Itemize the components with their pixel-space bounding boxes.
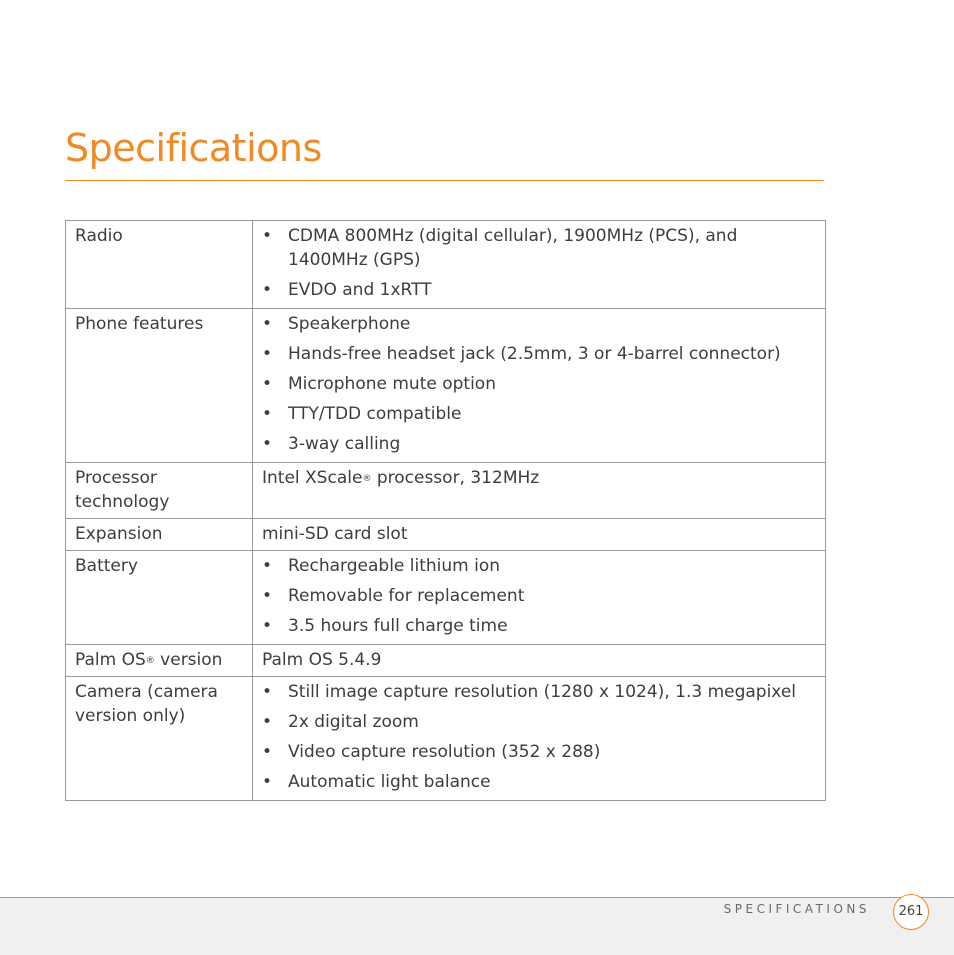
list-item: • CDMA 800MHz (digital cellular), 1900MHz (PCS), and 1400MHz (GPS)	[262, 224, 816, 272]
spec-value	[253, 551, 826, 645]
spec-text: processor, 312MHz	[371, 468, 540, 488]
spec-value: Palm OS 5.4.9	[253, 645, 826, 677]
spec-label: Processor technology	[66, 463, 253, 519]
table-row	[66, 519, 826, 551]
registered-mark: ®	[362, 474, 372, 484]
table-row	[66, 677, 826, 801]
list-item: • 3.5 hours full charge time	[262, 614, 816, 638]
page-footer	[0, 897, 954, 955]
spec-label-text: Palm OS	[75, 650, 146, 670]
spec-text: Intel XScale	[262, 468, 363, 488]
spec-label: Phone features	[66, 309, 253, 463]
list-item: • Automatic light balance	[262, 770, 816, 794]
list-item: • Video capture resolution (352 x 288)	[262, 740, 816, 764]
list-item: • TTY/TDD compatible	[262, 402, 816, 426]
page-title: Specifications	[65, 126, 322, 170]
spec-value	[253, 309, 826, 463]
registered-mark: ®	[145, 656, 155, 666]
spec-value	[253, 463, 826, 519]
table-row	[66, 221, 826, 309]
spec-value	[253, 677, 826, 801]
table-row	[66, 645, 826, 677]
table-row	[66, 463, 826, 519]
bullet-list	[262, 680, 816, 794]
page-number: 261	[893, 894, 929, 930]
title-divider	[65, 180, 824, 181]
specifications-table	[65, 220, 826, 801]
list-item: • Microphone mute option	[262, 372, 816, 396]
table-row	[66, 309, 826, 463]
spec-value: mini-SD card slot	[253, 519, 826, 551]
spec-label: Battery	[66, 551, 253, 645]
list-item: • 3-way calling	[262, 432, 816, 456]
spec-label	[66, 645, 253, 677]
list-item: • Still image capture resolution (1280 x 1024), 1.3 megapixel	[262, 680, 816, 704]
spec-label: Expansion	[66, 519, 253, 551]
bullet-list	[262, 312, 816, 456]
spec-value	[253, 221, 826, 309]
bullet-list	[262, 554, 816, 638]
list-item: • EVDO and 1xRTT	[262, 278, 816, 302]
list-item: • 2x digital zoom	[262, 710, 816, 734]
spec-label: Camera (camera version only)	[66, 677, 253, 801]
list-item: • Rechargeable lithium ion	[262, 554, 816, 578]
bullet-list	[262, 224, 816, 302]
spec-label: Radio	[66, 221, 253, 309]
list-item: • Removable for replacement	[262, 584, 816, 608]
list-item: • Speakerphone	[262, 312, 816, 336]
table-row	[66, 551, 826, 645]
footer-section-label: SPECIFICATIONS	[723, 902, 870, 916]
spec-label-text: version	[154, 650, 223, 670]
list-item: • Hands-free headset jack (2.5mm, 3 or 4-barrel connector)	[262, 342, 816, 366]
